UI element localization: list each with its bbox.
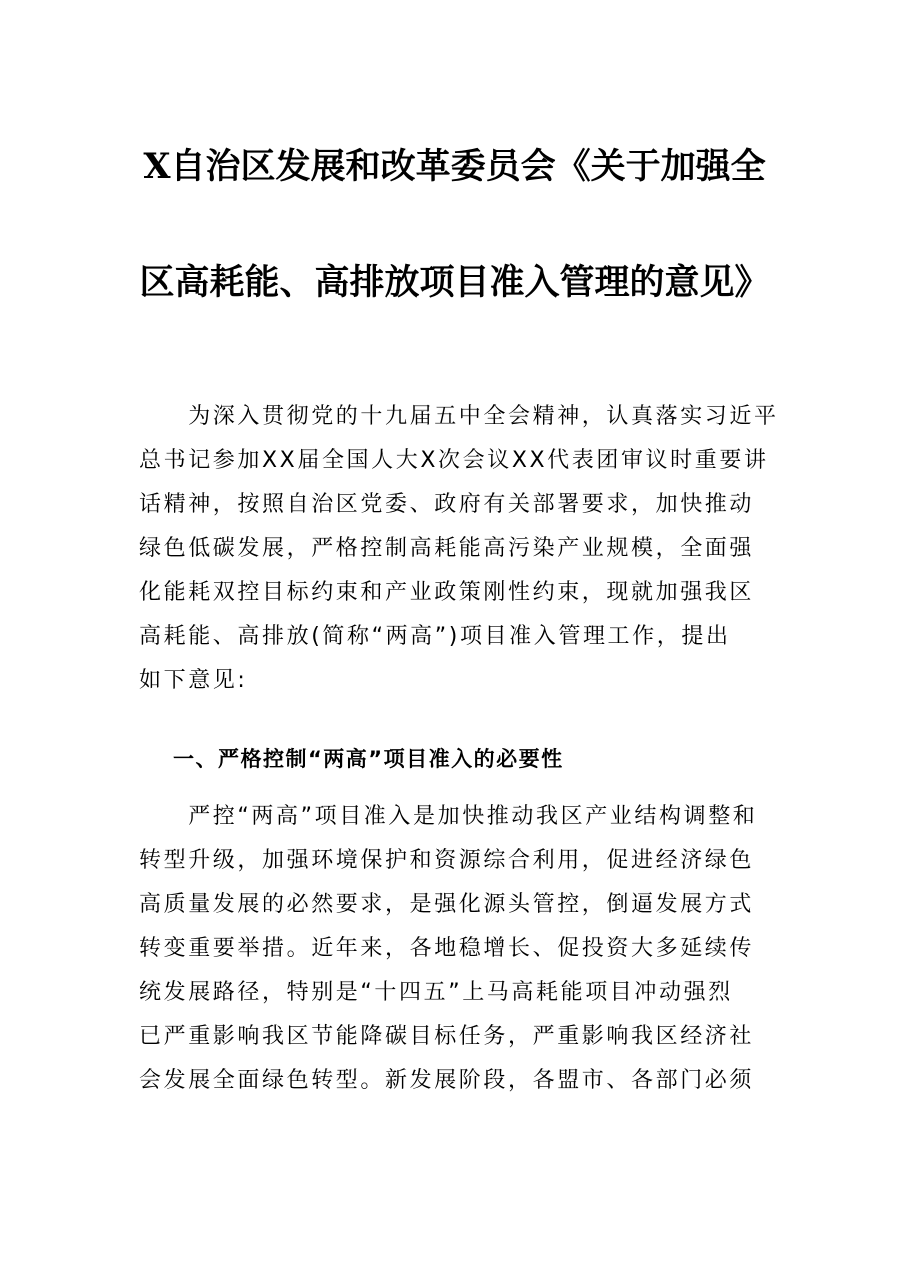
- section-paragraph-line: 高质量发展的必然要求，是强化源头管控，倒逼发展方式: [139, 892, 755, 917]
- section-paragraph-line: 严控“两高”项目准入是加快推动我区产业结构调整和: [139, 804, 758, 829]
- intro-paragraph-line: 如下意见:: [139, 668, 248, 693]
- intro-paragraph-line: 为深入贯彻党的十九届五中全会精神，认真落实习近平: [139, 404, 779, 429]
- intro-paragraph-line: 总书记参加XX届全国人大X次会议XX代表团审议时重要讲: [139, 448, 769, 473]
- intro-paragraph-line: 绿色低碳发展，严格控制高耗能高污染产业规模，全面强: [139, 536, 755, 561]
- section-paragraph-line: 统发展路径，特别是“十四五”上马高耗能项目冲动强烈: [139, 980, 733, 1005]
- intro-paragraph-line: 高耗能、高排放(简称“两高”)项目准入管理工作，提出: [139, 624, 731, 649]
- document-title-line-1: X自治区发展和改革委员会《关于加强全: [143, 146, 766, 187]
- section-paragraph-line: 转型升级，加强环境保护和资源综合利用，促进经济绿色: [139, 848, 755, 873]
- intro-paragraph-line: 化能耗双控目标约束和产业政策刚性约束，现就加强我区: [139, 580, 755, 605]
- section-paragraph-line: 会发展全面绿色转型。新发展阶段，各盟市、各部门必须: [139, 1068, 755, 1093]
- intro-paragraph: [139, 395, 779, 703]
- section-paragraph-line: 已严重影响我区节能降碳目标任务，严重影响我区经济社: [139, 1024, 755, 1049]
- intro-paragraph-line: 话精神，按照自治区党委、政府有关部署要求，加快推动: [139, 492, 755, 517]
- document-title-line-2: 区高耗能、高排放项目准入管理的意见》: [139, 262, 770, 303]
- section-heading: 一、严格控制“两高”项目准入的必要性: [173, 747, 564, 771]
- section-paragraph-line: 转变重要举措。近年来，各地稳增长、促投资大多延续传: [139, 936, 755, 961]
- section-paragraph: [139, 795, 773, 1103]
